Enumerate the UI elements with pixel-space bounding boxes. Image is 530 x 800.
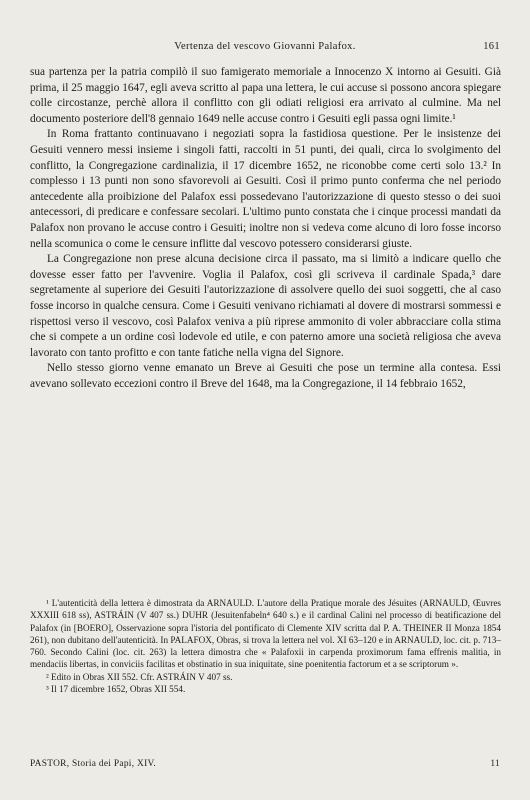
paragraph: Nello stesso giorno venne emanato un Breve ai Gesuiti che pose un termine alla contesa. Essi avevano sollevato eccezioni contro il Breve del 1648, ma la Congregazione, il 14 febbraio 1652, [30,362,501,390]
footnote: ¹ L'autenticità della lettera è dimostrata da ARNAULD. L'autore della Pratique morale des Jésuites (ARNAULD, Œuvres XXXIII 618 ss), ASTRÁIN (V 407 ss.) DUHR (Jesuitenfabeln⁴ 640 s.) e il cardinal Calini nel processo di beatificazione del Palafox (in [BOERO], Osservazione sopra l'istoria del pontificato di Clemente XIV scritta dal P. A. THEINER II Monza 1854 261), non dubitano dell'autenticità. In PALAFOX, Obras, si trova la lettera nel vol. XI 63–120 e in ARNAULD, loc. cit. p. 713–760. Secondo Calini (loc. cit. 263) la lettera dimostra che « Palafoxii in carpenda proximorum fama effrenis malitia, in mendaciis libertas, in conviciis facilitas et obstinatio in sua iniquitate, sine poenitentia factorum et a se scriptorum ». [30,598,501,670]
paragraph: In Roma frattanto continuavano i negoziati sopra la fastidiosa questione. Per le insistenze dei Gesuiti vennero messi insieme i singoli fatti, raccolti in 51 punti, dei quali, circa lo svolgimento del conflitto, la Congregazione cardinalizia, il 17 dicembre 1652, ne riconobbe come certi solo 13.² In complesso i 13 punti non sono sfavorevoli ai Gesuiti. Così il primo punto conferma che nel periodo antecedente alla proibizione del Palafox essi possedevano l'autorizzazione di questo stesso o dei suoi antecessori, di predicare e confessare secolari. L'ultimo punto constata che i cinque processi mandati da Palafox non provano le accuse contro i Gesuiti; inoltre non si vedeva come alcuno di loro fosse incorso nella scomunica o come le censure inflitte dal vescovo potessero considerarsi giuste. [30,128,501,250]
main-text [30,65,501,392]
running-title: Vertenza del vescovo Giovanni Palafox. [174,41,356,52]
signature-label: PASTOR, Storia dei Papi, XIV. [30,759,156,769]
signature-line [30,759,500,773]
running-head [30,41,500,57]
footnote: ² Edito in Obras XII 552. Cfr. ASTRÁIN V 407 ss. [46,671,233,682]
paragraph: sua partenza per la patria compilò il suo famigerato memoriale a Innocenzo X intorno ai Gesuiti. Già prima, il 25 maggio 1647, egli aveva scritto al papa una lettera, le cui accuse si possono ancora spiegare colle circostanze, perchè allora il conflitto con gli odiati religiosi era arrivato al culmine. Ma nel documento posteriore dell'8 gennaio 1649 nelle accuse contro i Gesuiti egli passa ogni limite.¹ [30,66,501,125]
paragraph: La Congregazione non prese alcuna decisione circa il passato, ma si limitò a indicare quello che dovesse esser fatto per l'avvenire. Voglia il Palafox, così gli scriveva il cardinale Spada,³ dare segretamente al superiore dei Gesuiti l'autorizzazione di assolvere quello dei suoi soggetti, che al caso fosse incorso in qualche censura. Come i Gesuiti venivano richiamati al dovere di mostrarsi sommessi e rispettosi verso il vescovo, così Palafox veniva a più riprese ammonito di voler abbracciare colla stima che si compete a un ordine così lodevole ed utile, e con paterno amore una società religiosa che aveva lavorato con tanto profitto e con tante fatiche nella vigna del Signore. [30,253,501,359]
footnote: ³ Il 17 dicembre 1652, Obras XII 554. [46,684,186,695]
signature-number: 11 [490,759,500,769]
footnotes [30,597,501,695]
page-number: 161 [483,41,500,52]
